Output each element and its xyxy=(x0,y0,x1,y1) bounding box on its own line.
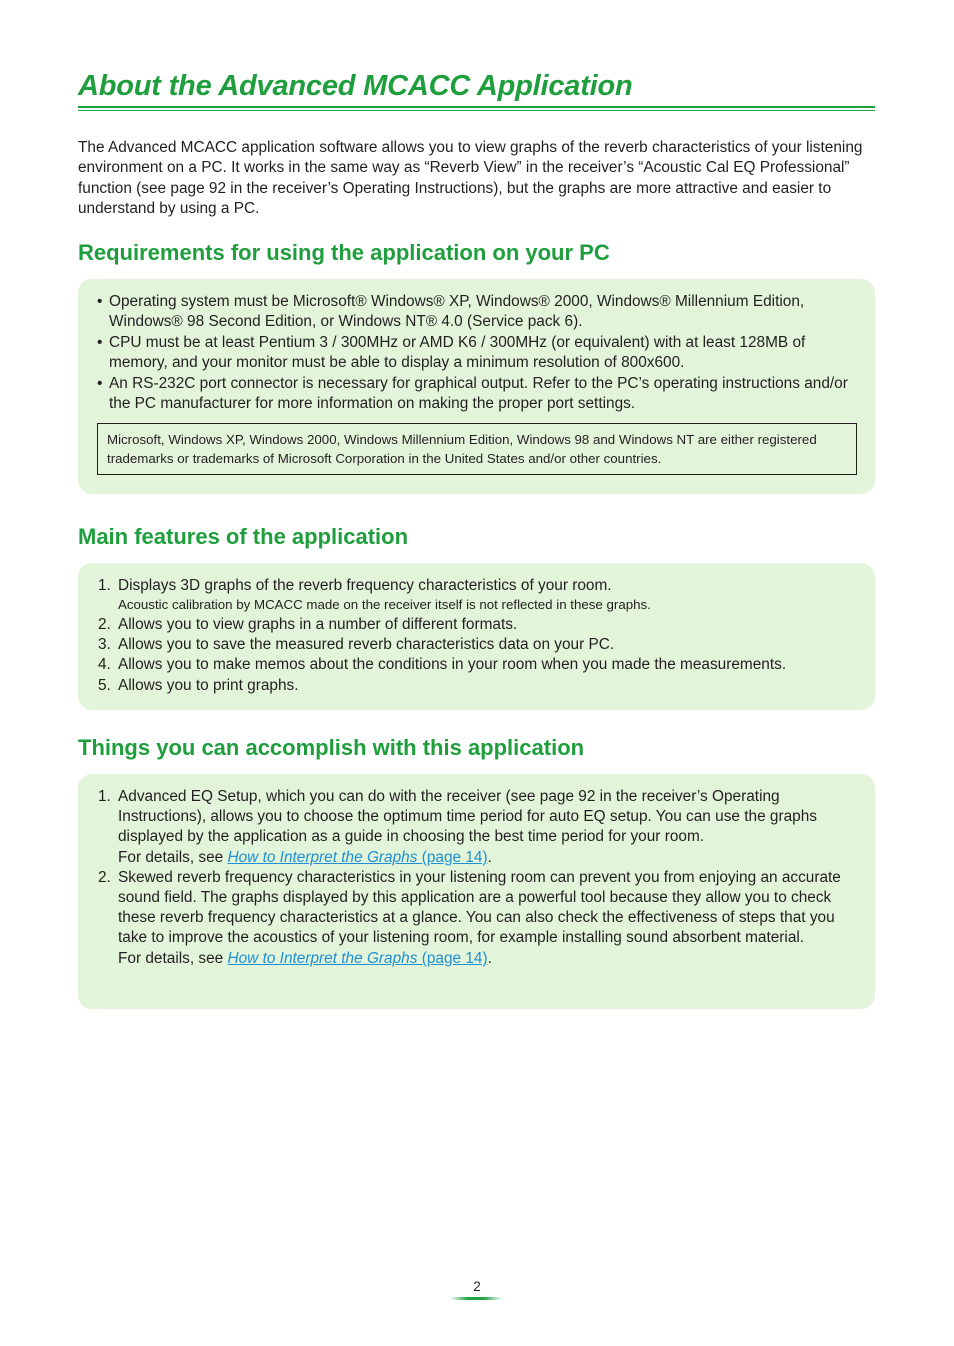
details-line: For details, see How to Interpret the Graphs (page 14). xyxy=(118,848,492,866)
list-item: 4. Allows you to make memos about the conditions in your room when you made the measurements. xyxy=(98,656,787,674)
features-list xyxy=(98,576,858,696)
list-item: • An RS-232C port connector is necessary for graphical output. Refer to the PC’s operating instructions and/or the PC manufacturer for more information on making the proper port settings. xyxy=(97,374,848,413)
intro-paragraph: The Advanced MCACC application software allows you to view graphs of the reverb characteristics of your listening environment on a PC. It works in the same way as “Reverb View” in the receiver’s “Acoustic Cal EQ Professional” function (see page 92 in the receiver’s Operating Instructions), but the graphs are more attractive and easier to understand by using a PC. xyxy=(78,139,863,218)
title-underline xyxy=(78,106,875,111)
list-item: 3. Allows you to save the measured reverb characteristics data on your PC. xyxy=(98,636,615,654)
list-item: • CPU must be at least Pentium 3 / 300MHz or AMD K6 / 300MHz (or equivalent) with at least 128MB of memory, and your monitor must be able to display a minimum resolution of 800x600. xyxy=(97,333,806,372)
page-number-rule xyxy=(450,1297,502,1300)
requirements-list xyxy=(97,292,857,414)
bullet-icon: • xyxy=(97,374,103,392)
bullet-icon: • xyxy=(97,293,103,310)
bullet-icon: • xyxy=(97,333,103,351)
interpret-graphs-link[interactable]: How to Interpret the Graphs (page 14) xyxy=(227,848,488,866)
list-item: 1. Displays 3D graphs of the reverb frequency characteristics of your room. Acoustic calibration by MCACC made on the receiver itself is not reflected in these graphs. xyxy=(98,576,858,615)
list-item: 2. Skewed reverb frequency characteristics in your listening room can prevent you from enjoying an accurate sound field. The graphs displayed by this application are a powerful tool because they allow you to check these reverb frequency characteristics at a glance. You can also check the effectiveness of steps that you take to improve the acoustics of your listening room, for example installing sound absorbent material. For details, see How to Interpret the Graphs (page 14). xyxy=(98,868,858,969)
list-item: 1. Advanced EQ Setup, which you can do with the receiver (see page 92 in the receiver’s Operating Instructions), allows you to choose the optimum time period for auto EQ setup. You can use the graphs displayed by the application as a guide in choosing the best time period for your room. For details, see How to Interpret the Graphs (page 14). xyxy=(98,787,858,868)
list-item: 5. Allows you to print graphs. xyxy=(98,676,299,694)
accomplish-heading: Things you can accomplish with this application xyxy=(78,735,585,760)
requirements-heading: Requirements for using the application on your PC xyxy=(78,240,610,265)
trademark-note: Microsoft, Windows XP, Windows 2000, Windows Millennium Edition, Windows 98 and Windows NT are either registered trademarks or trademarks of Microsoft Corporation in the United States and/or other countries. xyxy=(97,423,857,475)
page-number: 2 xyxy=(473,1279,481,1294)
accomplish-list xyxy=(98,787,858,969)
page-title: About the Advanced MCACC Application xyxy=(78,70,633,102)
list-item: 2. Allows you to view graphs in a number of different formats. xyxy=(98,616,518,633)
interpret-graphs-link[interactable]: How to Interpret the Graphs (page 14) xyxy=(227,949,488,967)
list-item: • Operating system must be Microsoft® Windows® XP, Windows® 2000, Windows® Millennium Edition, Windows® 98 Second Edition, or Windows NT® 4.0 (Service pack 6). xyxy=(97,293,805,331)
feature-note: Acoustic calibration by MCACC made on the receiver itself is not reflected in these graphs. xyxy=(118,597,651,613)
features-box xyxy=(78,563,875,710)
accomplish-box xyxy=(78,774,875,1009)
requirements-box xyxy=(78,279,875,494)
details-line: For details, see How to Interpret the Graphs (page 14). xyxy=(118,949,492,967)
features-heading: Main features of the application xyxy=(78,524,409,549)
